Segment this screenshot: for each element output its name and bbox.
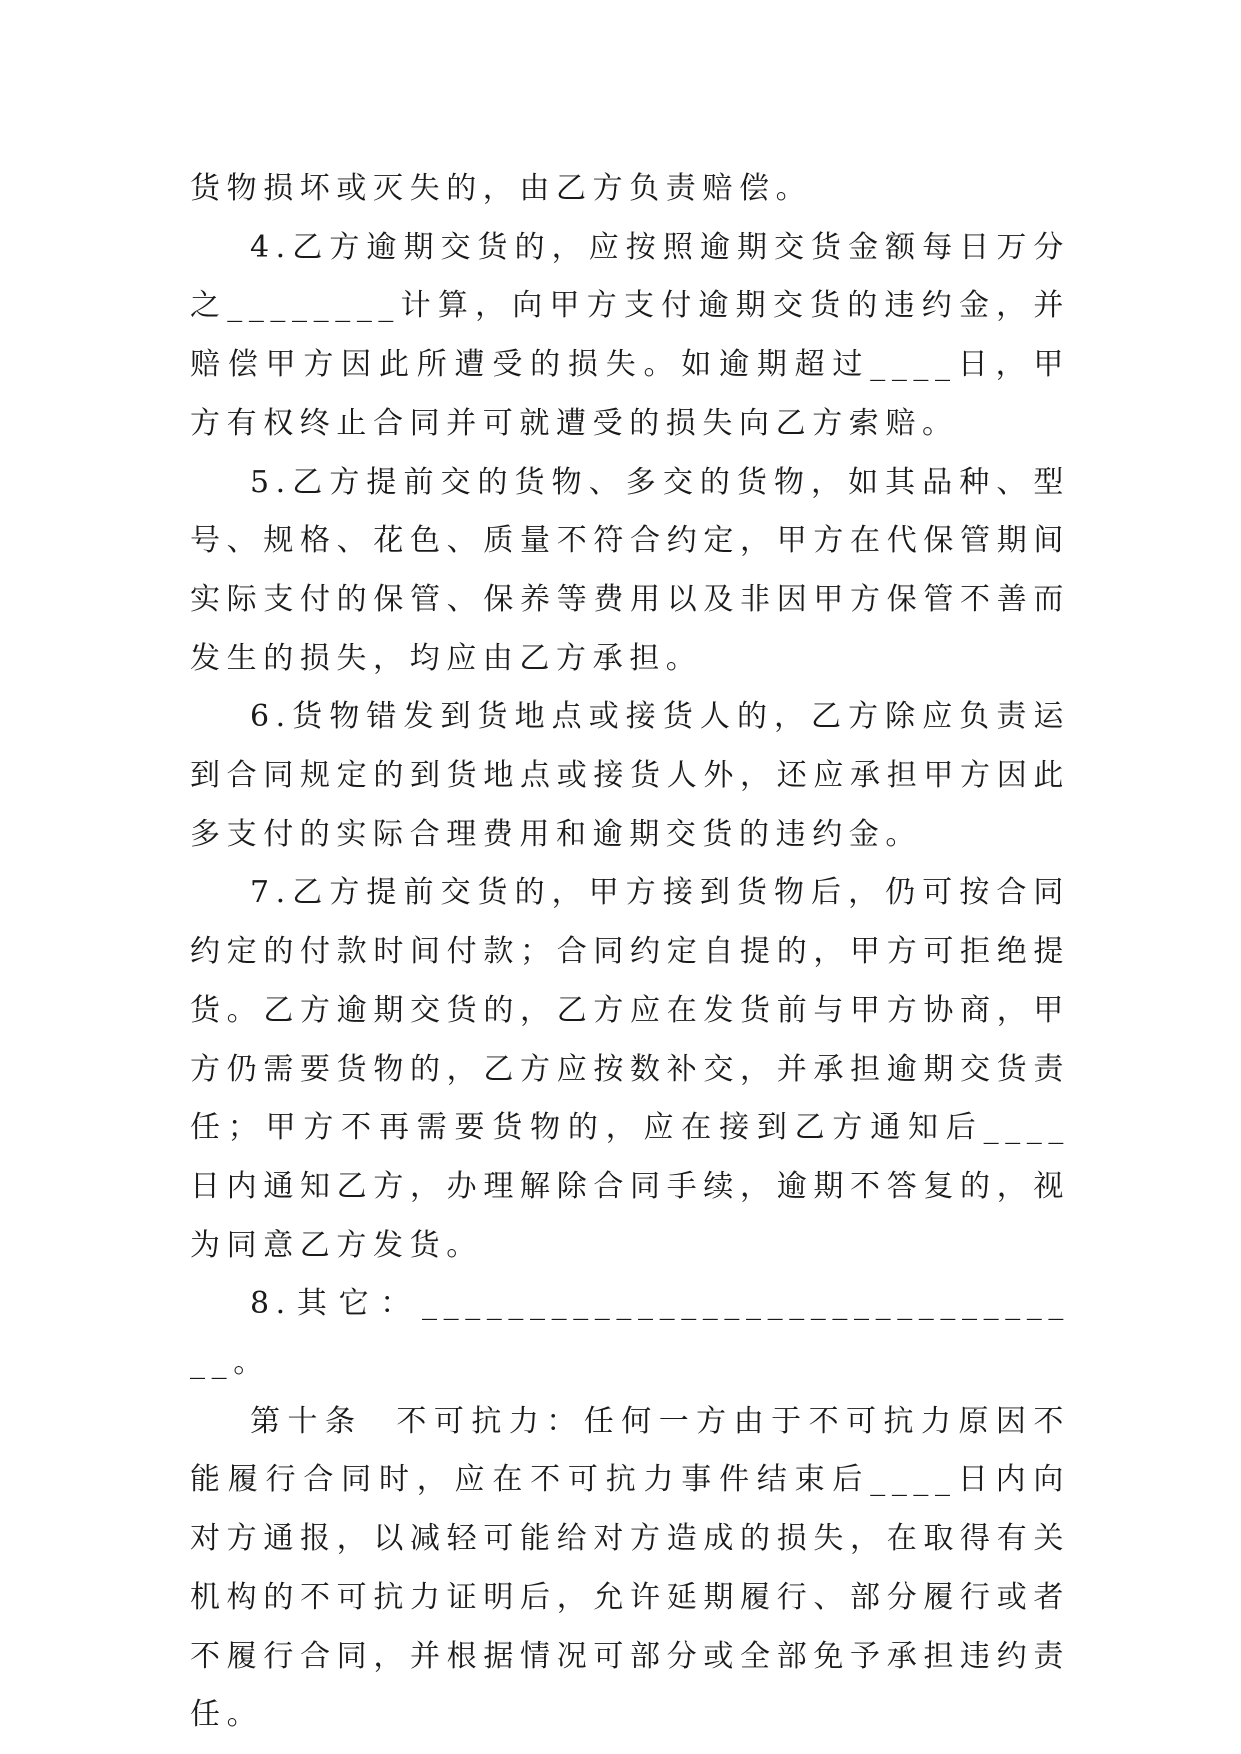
paragraph-clause-7: 7.乙方提前交货的，甲方接到货物后，仍可按合同约定的付款时间付款；合同约定自提的，甲方可拒绝提货。乙方逾期交货的，乙方应在发货前与甲方协商，甲方仍需要货物的，乙方应按数补交，并承担逾期交货责任；甲方不再需要货物的，应在接到乙方通知后____日内通知乙方，办理解除合同手续，逾期不答复的，视为同意乙方发货。 — [190, 875, 1070, 1263]
paragraph-article-10: 第十条 不可抗力：任何一方由于不可抗力原因不能履行合同时，应在不可抗力事件结束后____日内向对方通报，以减轻可能给对方造成的损失，在取得有关机构的不可抗力证明后，允许延期履行、部分履行或者不履行合同，并根据情况可部分或全部免予承担违约责任。 — [190, 1403, 1070, 1733]
contract-text — [190, 160, 1070, 1745]
paragraph-clause-6: 6.货物错发到货地点或接货人的，乙方除应负责运到合同规定的到货地点或接货人外，还应承担甲方因此多支付的实际合理费用和逾期交货的违约金。 — [190, 699, 1070, 852]
paragraph-clause-4: 4.乙方逾期交货的，应按照逾期交货金额每日万分之________计算，向甲方支付逾期交货的违约金，并赔偿甲方因此所遭受的损失。如逾期超过____日，甲方有权终止合同并可就遭受的损失向乙方索赔。 — [190, 229, 1070, 441]
paragraph-clause-5: 5.乙方提前交的货物、多交的货物，如其品种、型号、规格、花色、质量不符合约定，甲方在代保管期间实际支付的保管、保养等费用以及非因甲方保管不善而发生的损失，均应由乙方承担。 — [190, 464, 1070, 676]
paragraph-continuation: 货物损坏或灭失的，由乙方负责赔偿。 — [190, 171, 813, 206]
paragraph-clause-8: 8.其它：________________________________。 — [190, 1286, 1070, 1381]
